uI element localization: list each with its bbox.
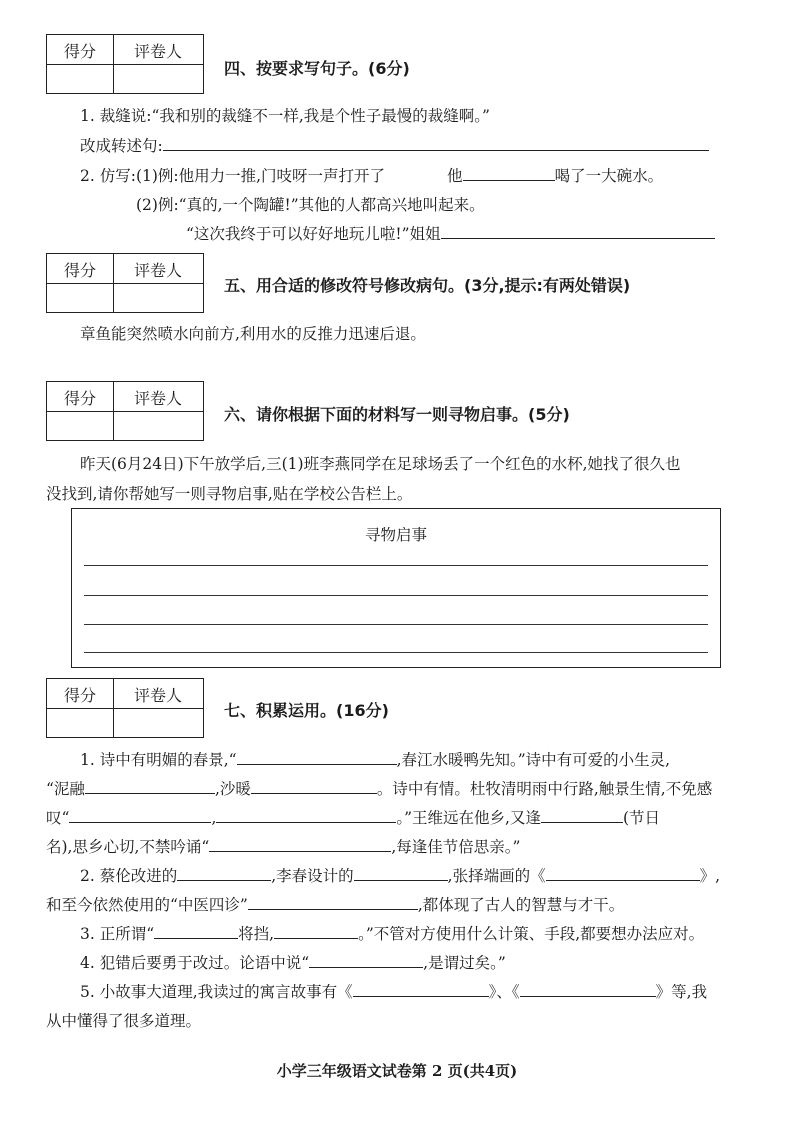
q7-line-8: 4. 犯错后要勇于改过。论语中说“ ,是谓过矣。” (80, 951, 506, 973)
grader-header: 评卷人 (133, 389, 182, 408)
answer-blank[interactable] (520, 980, 656, 997)
q7-line-4: 名),思乡心切,不禁吟诵“ ,每逢佳节倍思亲。” (46, 835, 520, 857)
faulty-sentence: 章鱼能突然喷水向前方,利用水的反推力迅速后退。 (80, 325, 426, 343)
q4-2c-line: “这次我终于可以好好地玩儿啦!”姐姐 (186, 222, 715, 244)
score-header: 得分 (63, 261, 96, 280)
answer-blank[interactable] (309, 951, 423, 968)
answer-blank[interactable] (209, 835, 391, 852)
grader-header: 评卷人 (133, 261, 182, 280)
score-table-6 (46, 381, 204, 441)
answer-blank[interactable] (441, 222, 715, 239)
q7-line-9: 5. 小故事大道理,我读过的寓言故事有《 》、《 》等,我 (80, 980, 707, 1002)
q7-line-5: 2. 蔡伦改进的 ,李春设计的 ,张择端画的《 》, (80, 864, 720, 886)
q7-line-10: 从中懂得了很多道理。 (46, 1012, 202, 1030)
q7-line-6: 和至今依然使用的“中医四诊” ,都体现了古人的智慧与才干。 (46, 893, 624, 915)
answer-blank[interactable] (85, 777, 215, 794)
q4-2-line: 2. 仿写:(1)例:他用力一推,门吱呀一声打开了 他 喝了一大碗水。 (80, 164, 663, 186)
page-footer: 小学三年级语文试卷第 2 页(共4页) (276, 1062, 518, 1080)
answer-blank[interactable] (154, 922, 238, 939)
score-header: 得分 (63, 42, 96, 61)
section-4-title: 四、按要求写句子。(6分) (224, 59, 410, 78)
notice-title: 寻物启事 (364, 526, 427, 544)
section-7-title: 七、积累运用。(16分) (224, 701, 389, 720)
q7-line-3: 叹“ , 。”王维远在他乡,又逢 (节日 (46, 806, 660, 828)
writing-line[interactable] (84, 595, 708, 596)
section-5-title: 五、用合适的修改符号修改病句。(3分,提示:有两处错误) (224, 276, 631, 295)
lost-notice-box[interactable] (71, 508, 721, 668)
score-header: 得分 (63, 389, 96, 408)
section-6-title: 六、请你根据下面的材料写一则寻物启事。(5分) (224, 405, 570, 424)
answer-blank[interactable] (354, 864, 448, 881)
answer-blank[interactable] (237, 748, 397, 765)
writing-line[interactable] (84, 652, 708, 653)
material-line-2: 没找到,请你帮她写一则寻物启事,贴在学校公告栏上。 (46, 485, 413, 503)
answer-blank[interactable] (541, 806, 623, 823)
score-table-5 (46, 253, 204, 313)
answer-blank[interactable] (463, 164, 555, 181)
q7-line-2: “泥融 ,沙暖 。诗中有情。杜牧清明雨中行路,触景生情,不免感 (46, 777, 712, 799)
grader-header: 评卷人 (133, 42, 182, 61)
score-table-4 (46, 34, 204, 94)
q4-1-prompt: 改成转述句: (80, 134, 709, 156)
q7-line-1: 1. 诗中有明媚的春景,“ ,春江水暖鸭先知。”诗中有可爱的小生灵, (80, 748, 670, 770)
answer-blank[interactable] (274, 922, 358, 939)
score-header: 得分 (63, 686, 96, 705)
answer-blank[interactable] (69, 806, 211, 823)
score-table-7 (46, 678, 204, 738)
answer-blank[interactable] (353, 980, 489, 997)
q4-2b-line: (2)例:“真的,一个陶罐!”其他的人都高兴地叫起来。 (136, 196, 485, 214)
answer-blank[interactable] (163, 134, 709, 151)
answer-blank[interactable] (248, 893, 418, 910)
answer-blank[interactable] (177, 864, 271, 881)
writing-line[interactable] (84, 624, 708, 625)
answer-blank[interactable] (216, 806, 396, 823)
writing-line[interactable] (84, 565, 708, 566)
answer-blank[interactable] (251, 777, 377, 794)
answer-blank[interactable] (546, 864, 700, 881)
grader-header: 评卷人 (133, 686, 182, 705)
material-line-1: 昨天(6月24日)下午放学后,三(1)班李燕同学在足球场丢了一个红色的水杯,她找了很久也 (80, 455, 681, 473)
q7-line-7: 3. 正所谓“ 将挡, 。”不管对方使用什么计策、手段,都要想办法应对。 (80, 922, 704, 944)
q4-1-text: 1. 裁缝说:“我和别的裁缝不一样,我是个性子最慢的裁缝啊。” (80, 107, 490, 125)
